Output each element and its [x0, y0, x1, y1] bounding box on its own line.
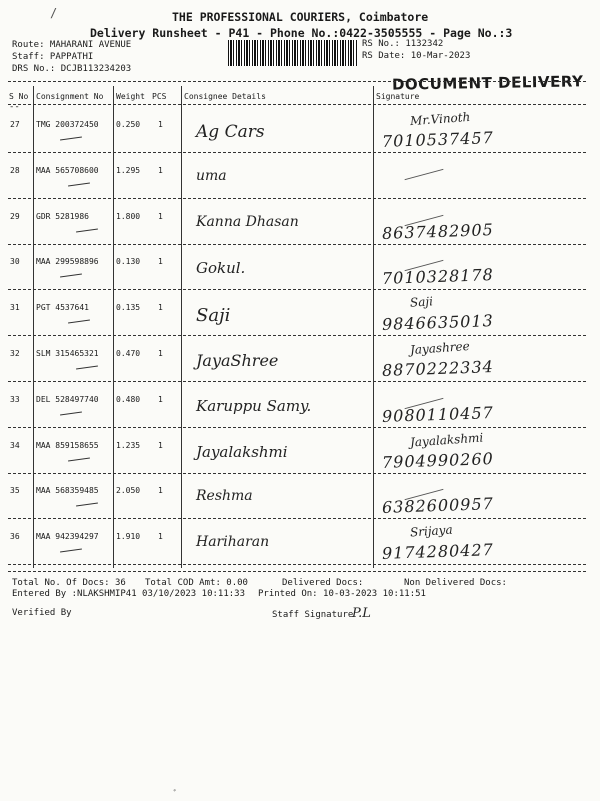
phone-number: 7904990260: [381, 449, 495, 472]
weight: 1.800: [116, 212, 141, 221]
rs-number: RS No.: 1132342: [362, 39, 444, 49]
header-divider: [8, 81, 586, 82]
table-row: [8, 520, 586, 566]
weight: 2.050: [116, 486, 141, 495]
staff-initials: P.L: [352, 606, 371, 621]
runsheet-subtitle: Delivery Runsheet - P41 - Phone No.:0422-3505555 - Page No.:3: [90, 26, 513, 40]
row-divider: [8, 335, 586, 336]
phone-number: 9174280427: [381, 540, 495, 563]
consignment-no: PGT 4537641: [36, 303, 89, 312]
phone-number: 9846635013: [381, 311, 495, 334]
pcs: 1: [158, 303, 163, 312]
pcs: 1: [158, 395, 163, 404]
sno: 35: [10, 486, 20, 495]
sno-dash: --: [9, 102, 20, 112]
col-pcs: PCS: [152, 92, 167, 101]
company-name: THE PROFESSIONAL COURIERS, Coimbatore: [172, 10, 429, 24]
weight: 1.235: [116, 441, 141, 450]
sno: 30: [10, 257, 20, 266]
pcs: 1: [158, 257, 163, 266]
consignment-no: MAA 565708600: [36, 166, 99, 175]
weight: 0.250: [116, 120, 141, 129]
consignment-no: MAA 299598896: [36, 257, 99, 266]
signature: Saji: [409, 294, 434, 310]
signature: Jayashree: [409, 338, 471, 358]
footer-divider: [8, 571, 586, 572]
row-divider: [8, 152, 586, 153]
weight: 0.470: [116, 349, 141, 358]
consignee-name: Saji: [196, 305, 231, 326]
table-row: [8, 337, 586, 383]
consignee-name: JayaShree: [196, 351, 279, 370]
phone-number: 8637482905: [381, 220, 495, 243]
rs-date: RS Date: 10-Mar-2023: [362, 51, 471, 61]
column-header-divider: [8, 104, 586, 105]
verified-by: Verified By: [12, 608, 72, 618]
consignee-name: Kanna Dhasan: [196, 214, 299, 230]
consignee-name: Karuppu Samy.: [196, 397, 312, 415]
phone-number: 7010537457: [381, 128, 495, 151]
sno: 31: [10, 303, 20, 312]
phone-number: 9080110457: [381, 403, 495, 426]
total-cod: Total COD Amt: 0.00: [145, 578, 248, 588]
pcs: 1: [158, 349, 163, 358]
drs-number: DRS No.: DCJB113234203: [12, 64, 132, 74]
signature: Srijaya: [409, 522, 454, 540]
document-delivery-stamp: DOCUMENT DELIVERY: [391, 72, 584, 94]
consignment-no: DEL 528497740: [36, 395, 99, 404]
total-docs: Total No. Of Docs: 36: [12, 578, 126, 588]
consignee-name: Gokul.: [196, 259, 246, 277]
delivered-docs: Delivered Docs:: [282, 578, 364, 588]
staff-signature-label: Staff Signature: [272, 610, 354, 620]
sno: 32: [10, 349, 20, 358]
route: Route: MAHARANI AVENUE: [12, 40, 132, 50]
weight: 0.135: [116, 303, 141, 312]
row-divider: [8, 518, 586, 519]
weight: 1.910: [116, 532, 141, 541]
sno: 29: [10, 212, 20, 221]
phone-number: 6382600957: [381, 494, 495, 517]
stray-mark: /: [50, 6, 58, 20]
row-divider: [8, 289, 586, 290]
consignee-name: Jayalakshmi: [196, 443, 288, 461]
sno: 36: [10, 532, 20, 541]
col-consignee-details: Consignee Details: [184, 92, 266, 101]
phone-number: 8870222334: [381, 357, 495, 380]
staff: Staff: PAPPATHI: [12, 52, 94, 62]
row-divider: [8, 564, 586, 565]
phone-number: 7010328178: [381, 265, 495, 288]
table-row: [8, 429, 586, 475]
row-divider: [8, 198, 586, 199]
pcs: 1: [158, 212, 163, 221]
consignee-name: Ag Cars: [196, 122, 265, 142]
col-signature: Signature: [376, 92, 420, 101]
col-weight: Weight: [116, 92, 145, 101]
consignment-no: GDR 5281986: [36, 212, 89, 221]
row-divider: [8, 381, 586, 382]
non-delivered-docs: Non Delivered Docs:: [404, 578, 507, 588]
weight: 0.480: [116, 395, 141, 404]
sno: 27: [10, 120, 20, 129]
pcs: 1: [158, 532, 163, 541]
entered-by: Entered By :NLAKSHMIP41 03/10/2023 10:11:33: [12, 589, 245, 599]
weight: 1.295: [116, 166, 141, 175]
consignment-no: MAA 859158655: [36, 441, 99, 450]
sno: 34: [10, 441, 20, 450]
consignment-no: MAA 568359485: [36, 486, 99, 495]
sno: 33: [10, 395, 20, 404]
weight: 0.130: [116, 257, 141, 266]
consignment-no: SLM 315465321: [36, 349, 99, 358]
table-row: [8, 291, 586, 337]
table-row: [8, 108, 586, 154]
consignee-name: Hariharan: [196, 534, 270, 550]
pcs: 1: [158, 441, 163, 450]
stray-mark: ﾞ: [173, 790, 178, 801]
printed-on: Printed On: 10-03-2023 10:11:51: [258, 589, 426, 599]
pcs: 1: [158, 120, 163, 129]
table-row: [8, 474, 586, 520]
barcode: [228, 40, 358, 66]
pcs: 1: [158, 166, 163, 175]
consignment-no: MAA 942394297: [36, 532, 99, 541]
consignee-name: uma: [196, 168, 227, 184]
consignee-name: Reshma: [196, 488, 253, 504]
pcs: 1: [158, 486, 163, 495]
row-divider: [8, 427, 586, 428]
consignment-no: TMG 200372450: [36, 120, 99, 129]
col-consignment-no: Consignment No: [36, 92, 104, 101]
sno: 28: [10, 166, 20, 175]
table-row: [8, 245, 586, 291]
table-row: [8, 154, 586, 200]
signature: Mr.Vinoth: [409, 109, 471, 129]
signature: Jayalakshmi: [409, 430, 484, 450]
col-sno: S No: [9, 92, 29, 101]
